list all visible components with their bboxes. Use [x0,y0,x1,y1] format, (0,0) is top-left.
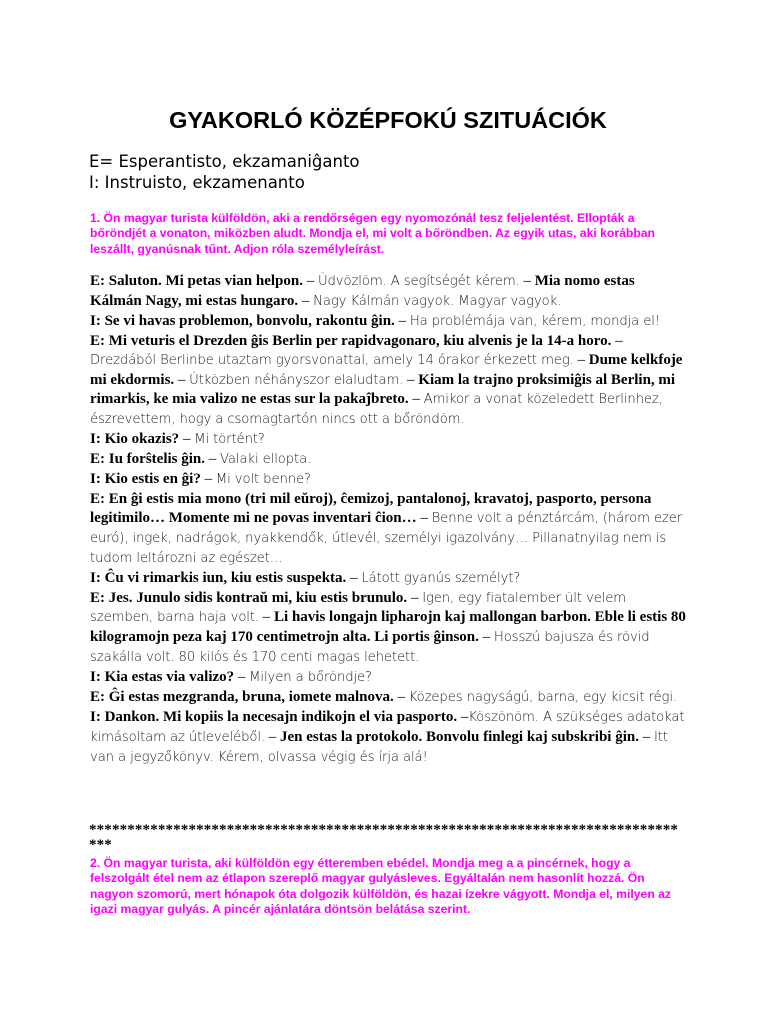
line-eo: Jen estas la protokolo. Bonvolu finlegi kaj subskribi ĝin. [280,728,639,745]
line-hu: Benne volt a pénztárcám, (három ezer euró), ingek, nadrágok, nyakkendők, útlevél, személyi igazolvány… Pillanatnyilag nem is tudom leltározni az egészet… [90,510,683,566]
line-eo: Mia nomo estas Kálmán Nagy, mi estas hungaro. [90,273,635,309]
line-hu: Hosszú bajusza és rövid szakálla volt. 80 kilós és 170 centi magas lehetett. [90,630,650,666]
line-eo: E: Saluton. Mi petas vian helpon. [90,273,303,289]
line-eo: I: Ĉu vi rimarkis iun, kiu estis suspekta. [90,569,347,586]
task-2-prompt: 2. Ön magyar turista, aki külföldön egy étteremben ebédel. Mondja meg a a pincérnek, hogy a felszolgált étel nem az étlapon szereplő magyar gulyásleves. Egyáltalán nem hasonlít hozzá. Ön nagyon szomorú, mert hónapok óta dolgozik külföldön, és hazai ízekre vágyott. Mondja el, milyen az igazi magyar gulyás. A pincér ajánlatára döntsön belátása szerint. [90,856,672,917]
dialogue-turns: E: Jes. Junulo sidis kontraŭ mi, kiu estis brunulo. – Igen, egy fiatalember ült velem szemben, barna haja volt. – Li havis longajn lipharojn kaj mallongan barbon. Eble li estis 80 kilogramojn peza kaj 170 centimetrojn alta. Li portis ĝinson. – Hosszú bajusza és rövid szakálla volt. 80 kilós és 170 centi magas lehetett. [90,589,686,666]
line-hu: Milyen a bőröndje? [249,670,372,686]
role-examiner: I: Instruisto, ekzamenanto [89,173,305,192]
line-hu: Mi volt benne? [215,472,311,488]
line-hu: Ha problémája van, kérem, mondja el! [409,313,661,329]
line-eo: E: Jes. Junulo sidis kontraŭ mi, kiu estis brunulo. [90,589,408,606]
line-eo: E: Ĝi estas mezgranda, bruna, iomete malnova. [90,689,394,706]
line-eo: I: Kio estis en ĝi? [90,471,201,488]
line-hu: Amikor a vonat közeledett Berlinhez, észrevettem, hogy a csomagtartón nincs ott a bőröndöm. [90,392,663,428]
line-hu: Igen, egy fiatalember ült velem szemben, barna haja volt. [90,590,627,626]
dialogue-turn: I: Kia estas via valizo? – Milyen a bőröndje? [90,669,372,686]
line-hu: Valaki ellopta. [220,452,312,468]
line-hu: Itt van a jegyzőkönyv. Kérem, olvassa végig és írja alá! [90,729,668,765]
line-eo: I: Dankon. Mi kopiis la necesajn indikojn el via pasporto. [90,708,458,725]
line-eo: Dume kelkfoje mi ekdormis. [90,351,683,388]
dialogue-turn: E: Iu forŝtelis ĝin. – Valaki ellopta. [90,451,312,468]
dialogue-turn: I: Kio estis en ĝi? – Mi volt benne? [90,471,311,488]
dialogue-turns: E: Mi veturis el Drezden ĝis Berlin per rapidvagonaro, kiu alvenis je la 14-a horo. – Drezdából Berlinbe utaztam gyorsvonattal, amely 14 órakor érkezett meg. – Dume kelkfoje mi ekdormis. – Útközben néhányszor elaludtam. – Kiam la trajno proksimiĝis al Berlin, mi rimarkis, ke mia valizo ne estas sur la pakaĵbreto. – Amikor a vonat közeledett Berlinhez, észrevettem, hogy a csomagtartón nincs ott a bőröndöm. [90,332,683,428]
section-separator: ******************************************************************************** [89,822,679,853]
line-eo: E: En ĝi estis mia mono (tri mil eŭroj), ĉemizoj, pantalonoj, kravatoj, pasporto, persona legitimilo… Momente mi ne povas inventari ĉion… [90,490,652,526]
line-hu: Közepes nagyságú, barna, egy kicsit régi. [408,690,677,706]
dialogue-turn: I: Se vi havas problemon, bonvolu, rakontu ĝin. – Ha problémája van, kérem, mondja el! [90,312,661,329]
line-hu: Mi történt? [194,432,265,448]
line-hu: Nagy Kálmán vagyok. Magyar vagyok. [313,293,562,309]
line-hu: Útközben néhányszor elaludtam. [189,372,404,388]
line-eo: I: Kia estas via valizo? [90,669,235,686]
dialogue [90,272,686,768]
dialogue-turns: E: Saluton. Mi petas vian helpon. – Üdvözlöm. A segítségét kérem. – Mia nomo estas Kálmán Nagy, mi estas hungaro. – Nagy Kálmán vagyok. Magyar vagyok. [90,273,635,309]
line-eo: I: Se vi havas problemon, bonvolu, rakontu ĝin. [90,312,395,329]
line-hu: Drezdából Berlinbe utaztam gyorsvonattal, amely 14 órakor érkezett meg. [90,352,574,368]
line-eo: E: Mi veturis el Drezden ĝis Berlin per rapidvagonaro, kiu alvenis je la 14-a horo. [90,332,612,349]
line-eo: I: Kio okazis? [90,431,180,448]
line-hu: Köszönöm. A szükséges adatokat kimásoltam az útleveléből. [90,709,685,745]
line-eo: Li havis longajn lipharojn kaj mallongan barbon. Eble li estis 80 kilogramojn peza kaj 170 centimetrojn alta. Li portis ĝinson. [90,609,686,646]
line-hu: Látott gyanús személyt? [361,570,521,586]
line-eo: E: Iu forŝtelis ĝin. [90,451,206,468]
dialogue-turn: E: Ĝi estas mezgranda, bruna, iomete malnova. – Közepes nagyságú, barna, egy kicsit régi. [90,689,677,706]
dialogue-turns: I: Dankon. Mi kopiis la necesajn indikojn el via pasporto. –Köszönöm. A szükséges adatokat kimásoltam az útleveléből. – Jen estas la protokolo. Bonvolu finlegi kaj subskribi ĝin. – Itt van a jegyzőkönyv. Kérem, olvassa végig és írja alá! [90,708,685,765]
line-eo: Kiam la trajno proksimiĝis al Berlin, mi rimarkis, ke mia valizo ne estas sur la pakaĵbreto. [90,371,676,408]
dialogue-turn: I: Ĉu vi rimarkis iun, kiu estis suspekta. – Látott gyanús személyt? [90,569,521,586]
roles-legend [89,151,360,193]
line-hu: Üdvözlöm. A segítségét kérem. [317,274,520,289]
role-examinee: E= Esperantisto, ekzamaniĝanto [89,152,360,171]
dialogue-turn: I: Kio okazis? – Mi történt? [90,431,265,448]
task-1-prompt: 1. Ön magyar turista külföldön, aki a rendőrségen egy nyomozónál tesz feljelentést. Ellopták a bőröndjét a vonaton, miközben aludt. Mondja el, mi volt a bőröndben. Az egyik utas, aki korábban leszállt, gyanúsnak tűnt. Adjon róla személyleírást. [90,211,655,256]
dialogue-turn: E: En ĝi estis mia mono (tri mil eŭroj), ĉemizoj, pantalonoj, kravatoj, pasporto, persona legitimilo… Momente mi ne povas inventari ĉion… – Benne volt a pénztárcám, (három ezer euró), ingek, nadrágok, nyakkendők, útlevél, személyi igazolvány… Pillanatnyilag nem is tudom leltározni az egészet… [90,490,683,566]
document-title: GYAKORLÓ KÖZÉPFOKÚ SZITUÁCIÓK [169,107,607,133]
